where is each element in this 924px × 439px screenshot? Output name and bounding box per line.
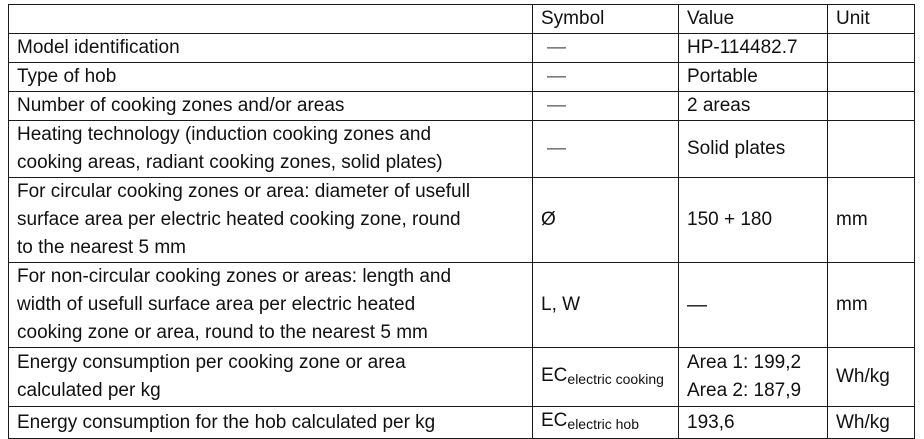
symbol-cell: Ø: [533, 178, 679, 263]
unit-cell: [828, 92, 915, 121]
value-cell: 150 + 180: [679, 178, 828, 263]
parameter-cell: For non-circular cooking zones or areas: length and width of usefull surface area per electric heated cooking zone or area, round to the nearest 5 mm: [9, 263, 533, 348]
symbol-cell: L, W: [533, 263, 679, 348]
unit-cell: [828, 121, 915, 178]
parameter-cell: For circular cooking zones or area: diameter of usefull surface area per electric heated cooking zone, round to the nearest 5 mm: [9, 178, 533, 263]
symbol-cell: [533, 407, 679, 439]
hob-data-table: [8, 4, 915, 439]
table-row: [9, 63, 915, 92]
symbol-cell: [533, 348, 679, 407]
value-cell: —: [679, 263, 828, 348]
symbol-cell: —: [533, 63, 679, 92]
symbol-subscript: electric cooking: [567, 370, 664, 387]
table-row: [9, 263, 915, 348]
unit-cell: mm: [828, 178, 915, 263]
symbol-cell: —: [533, 92, 679, 121]
symbol-main: EC: [541, 410, 568, 431]
header-value: Value: [679, 5, 828, 34]
symbol-main: EC: [541, 364, 568, 386]
unit-cell: [828, 34, 915, 63]
value-cell: 2 areas: [679, 92, 828, 121]
table-row: [9, 92, 915, 121]
value-cell: Area 1: 199,2 Area 2: 187,9: [679, 348, 828, 407]
symbol-cell: —: [533, 121, 679, 178]
table-row: [9, 407, 915, 439]
header-parameter: [9, 5, 533, 34]
parameter-cell: Type of hob: [9, 63, 533, 92]
parameter-cell: Number of cooking zones and/or areas: [9, 92, 533, 121]
unit-cell: [828, 63, 915, 92]
parameter-cell: Model identification: [9, 34, 533, 63]
value-cell: Solid plates: [679, 121, 828, 178]
header-unit: Unit: [828, 5, 915, 34]
parameter-cell: Energy consumption for the hob calculated per kg: [9, 407, 533, 439]
unit-cell: Wh/kg: [828, 407, 915, 439]
value-cell: Portable: [679, 63, 828, 92]
value-cell: HP-114482.7: [679, 34, 828, 63]
table-row: [9, 34, 915, 63]
table-row: [9, 178, 915, 263]
header-symbol: Symbol: [533, 5, 679, 34]
table-row: [9, 348, 915, 407]
table-header-row: [9, 5, 915, 34]
parameter-cell: Heating technology (induction cooking zones and cooking areas, radiant cooking zones, solid plates): [9, 121, 533, 178]
symbol-subscript: electric hob: [567, 416, 639, 432]
table-row: [9, 121, 915, 178]
value-cell: 193,6: [679, 407, 828, 439]
unit-cell: Wh/kg: [828, 348, 915, 407]
parameter-cell: Energy consumption per cooking zone or area calculated per kg: [9, 348, 533, 407]
symbol-cell: —: [533, 34, 679, 63]
unit-cell: mm: [828, 263, 915, 348]
